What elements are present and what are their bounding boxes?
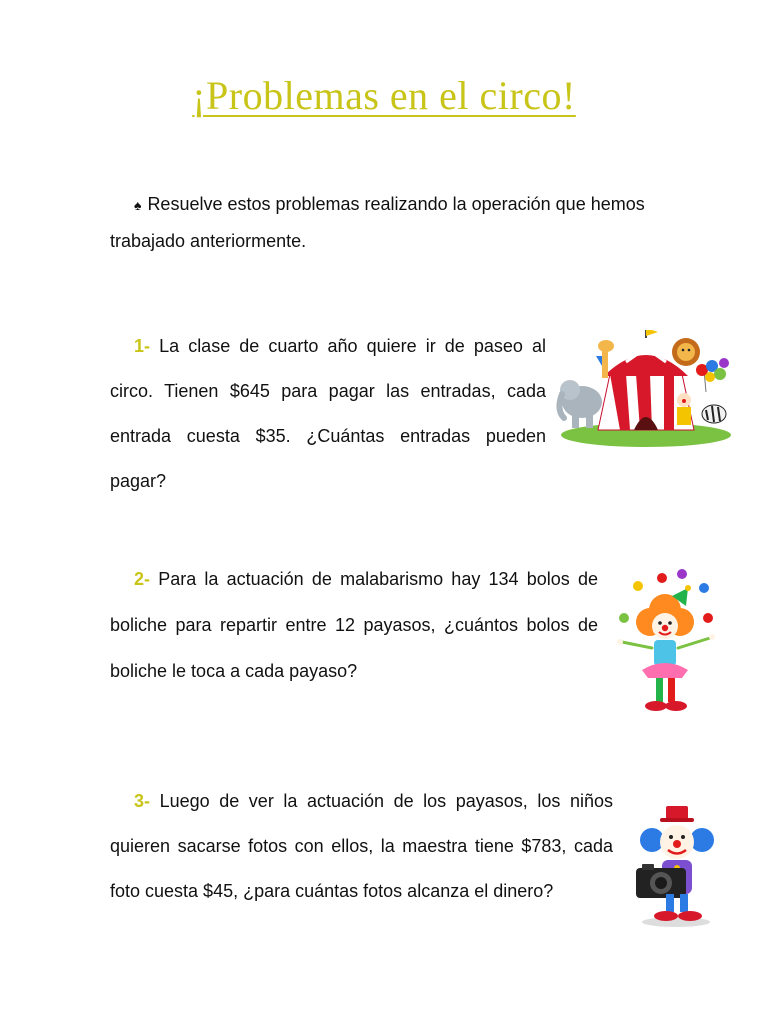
intro-text: Resuelve estos problemas realizando la operación que hemos trabajado anteriormente.	[110, 194, 645, 251]
problem-3-text: Luego de ver la actuación de los payasos, los niños quieren sacarse fotos con ellos, la maestra tiene $783, cada foto cuesta $45, ¿para cuántas fotos alcanza el dinero?	[110, 791, 613, 901]
circus-tent-animals-illustration	[556, 330, 736, 448]
problem-2-number: 2-	[134, 569, 151, 589]
problem-1-text: La clase de cuarto año quiere ir de paseo al circo. Tienen $645 para pagar las entradas, cada entrada cuesta $35. ¿Cuántas entradas pueden pagar?	[110, 336, 546, 491]
problem-2	[110, 556, 598, 694]
problem-1	[110, 324, 546, 504]
problem-1-number: 1-	[134, 336, 151, 356]
spade-bullet-icon: ♠	[134, 197, 142, 213]
problem-3-number: 3-	[134, 791, 151, 811]
intro-paragraph	[110, 186, 660, 259]
clown-camera-illustration	[628, 804, 724, 928]
page-title: ¡Problemas en el circo!	[192, 73, 576, 118]
problem-3	[110, 779, 613, 914]
juggling-clown-illustration	[606, 566, 724, 716]
problem-2-text: Para la actuación de malabarismo hay 134 bolos de boliche para repartir entre 12 payasos, ¿cuántos bolos de boliche le toca a cada payaso?	[110, 569, 598, 681]
